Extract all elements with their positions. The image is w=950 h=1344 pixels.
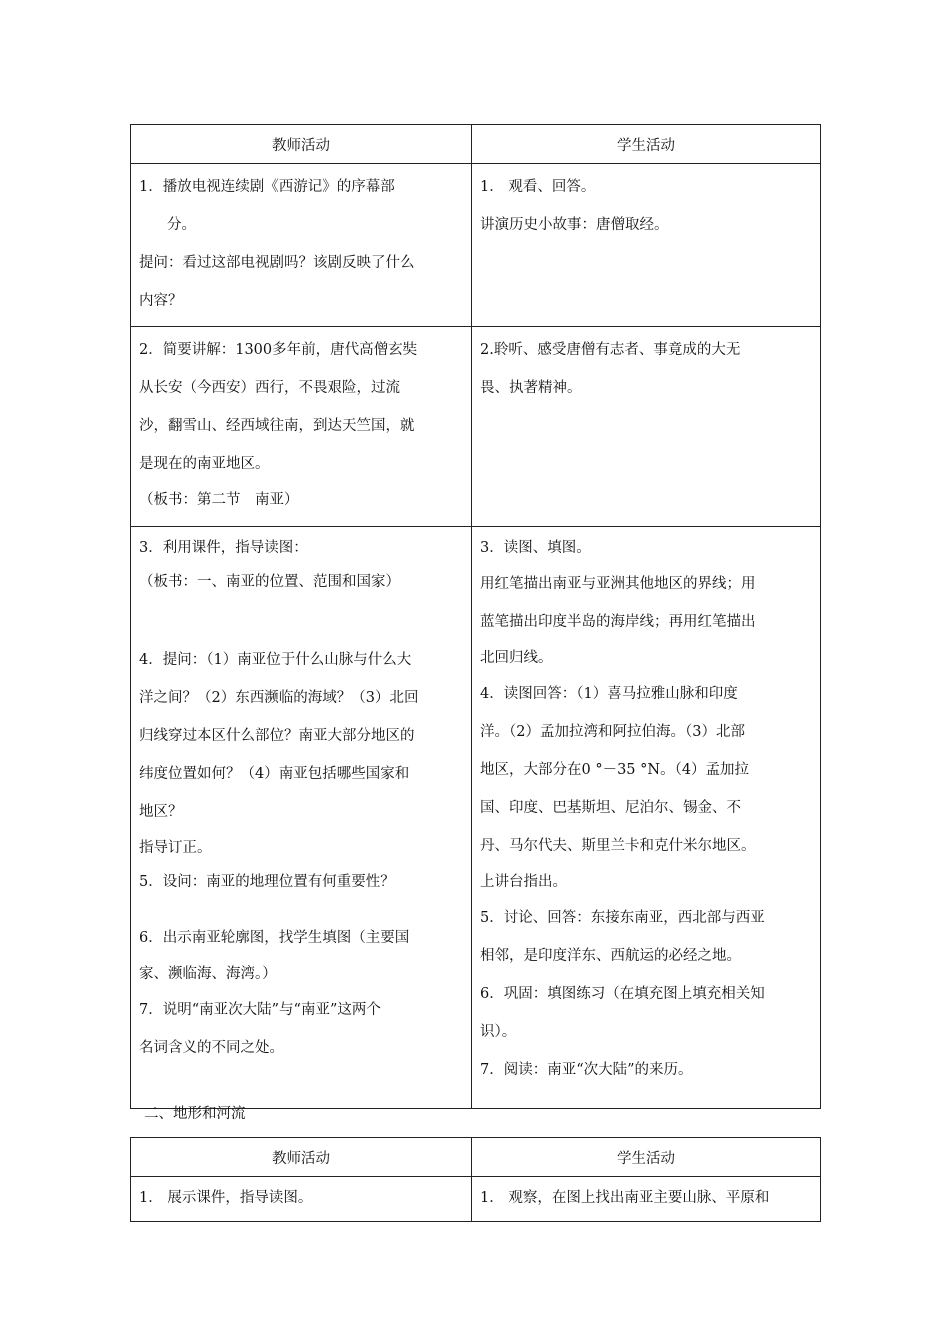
lesson-table-1 xyxy=(130,124,821,1109)
student-cell xyxy=(472,164,821,327)
cell-line: 2．简要讲解：1300多年前，唐代高僧玄奘 xyxy=(139,342,418,358)
cell-line: 北回归线。 xyxy=(480,650,553,666)
student-cell xyxy=(472,527,821,1109)
cell-line: 名词含义的不同之处。 xyxy=(139,1040,284,1056)
cell-line: 4．提问：（1）南亚位于什么山脉与什么大 xyxy=(139,652,412,668)
cell-line: 纬度位置如何？（4）南亚包括哪些国家和 xyxy=(139,766,410,782)
cell-line: 国、印度、巴基斯坦、尼泊尔、锡金、不 xyxy=(480,800,741,816)
cell-line: 提问：看过这部电视剧吗？该剧反映了什么 xyxy=(139,255,415,271)
table-row xyxy=(131,527,821,1109)
cell-line: 丹、马尔代夫、斯里兰卡和克什米尔地区。 xyxy=(480,838,756,854)
cell-line: 2.聆听、感受唐僧有志者、事竟成的大无 xyxy=(480,342,741,358)
cell-line: 讲演历史小故事：唐僧取经。 xyxy=(480,217,669,233)
cell-line: 相邻，是印度洋东、西航运的必经之地。 xyxy=(480,948,741,964)
cell-line: 1． 观看、回答。 xyxy=(480,179,596,195)
lesson-table-2 xyxy=(130,1137,821,1222)
section-heading: 二、地形和河流 xyxy=(144,1106,246,1122)
cell-line: 用红笔描出南亚与亚洲其他地区的界线；用 xyxy=(480,576,756,592)
teacher-cell xyxy=(131,527,472,1109)
cell-line: 地区，大部分在0 °－35 °N。（4）孟加拉 xyxy=(480,762,750,778)
cell-line: 内容？ xyxy=(139,293,183,309)
cell-line: 沙，翻雪山、经西域往南，到达天竺国，就 xyxy=(139,418,415,434)
cell-line: 畏、执著精神。 xyxy=(480,380,582,396)
cell-line: 归线穿过本区什么部位？南亚大部分地区的 xyxy=(139,728,415,744)
teacher-activity-header: 教师活动 xyxy=(131,1138,472,1177)
cell-line: 3．利用课件，指导读图： xyxy=(139,540,308,556)
student-cell xyxy=(472,1177,821,1222)
cell-line: 6．巩固：填图练习（在填充图上填充相关知 xyxy=(480,986,765,1002)
cell-line: 6．出示南亚轮廓图，找学生填图（主要国 xyxy=(139,930,410,946)
table-header-row xyxy=(131,1138,821,1177)
cell-line: 是现在的南亚地区。 xyxy=(139,456,270,472)
cell-line: 7．说明“南亚次大陆”与“南亚”这两个 xyxy=(139,1002,381,1018)
cell-line: 1． 观察，在图上找出南亚主要山脉、平原和 xyxy=(480,1190,770,1206)
cell-line: 识）。 xyxy=(480,1024,517,1040)
cell-line: 上讲台指出。 xyxy=(480,874,567,890)
cell-line: 3．读图、填图。 xyxy=(480,540,591,556)
cell-line: 4．读图回答：（1）喜马拉雅山脉和印度 xyxy=(480,686,738,702)
table-header-row xyxy=(131,125,821,164)
cell-line: 指导订正。 xyxy=(139,840,212,856)
cell-line: 1．播放电视连续剧《西游记》的序幕部 xyxy=(139,179,395,195)
cell-line: 洋。（2）孟加拉湾和阿拉伯海。（3）北部 xyxy=(480,724,745,740)
teacher-cell xyxy=(131,1177,472,1222)
blank-space xyxy=(139,899,463,919)
table-row xyxy=(131,1177,821,1222)
cell-line: 5．设问：南亚的地理位置有何重要性？ xyxy=(139,874,395,890)
teacher-activity-header: 教师活动 xyxy=(131,125,472,164)
cell-line: （板书：一、南亚的位置、范围和国家） xyxy=(139,574,400,590)
cell-line: 从长安（今西安）西行，不畏艰险，过流 xyxy=(139,380,400,396)
cell-line: 1． 展示课件，指导读图。 xyxy=(139,1190,313,1206)
cell-line: 蓝笔描出印度半岛的海岸线；再用红笔描出 xyxy=(480,614,756,630)
table-row xyxy=(131,327,821,527)
cell-line: 5．讨论、回答：东接东南亚，西北部与西亚 xyxy=(480,910,765,926)
student-activity-header: 学生活动 xyxy=(472,125,821,164)
cell-line: 洋之间？（2）东西濒临的海域？（3）北回 xyxy=(139,690,419,706)
student-activity-header: 学生活动 xyxy=(472,1138,821,1177)
cell-line: （板书：第二节 南亚） xyxy=(139,492,299,508)
cell-line: 地区？ xyxy=(139,804,183,820)
teacher-cell xyxy=(131,164,472,327)
cell-line: 家、濒临海、海湾。） xyxy=(139,966,277,982)
student-cell xyxy=(472,327,821,527)
cell-line: 分。 xyxy=(167,217,196,233)
blank-space xyxy=(139,599,463,641)
table-row xyxy=(131,164,821,327)
teacher-cell xyxy=(131,327,472,527)
cell-line: 7．阅读：南亚“次大陆”的来历。 xyxy=(480,1062,693,1078)
